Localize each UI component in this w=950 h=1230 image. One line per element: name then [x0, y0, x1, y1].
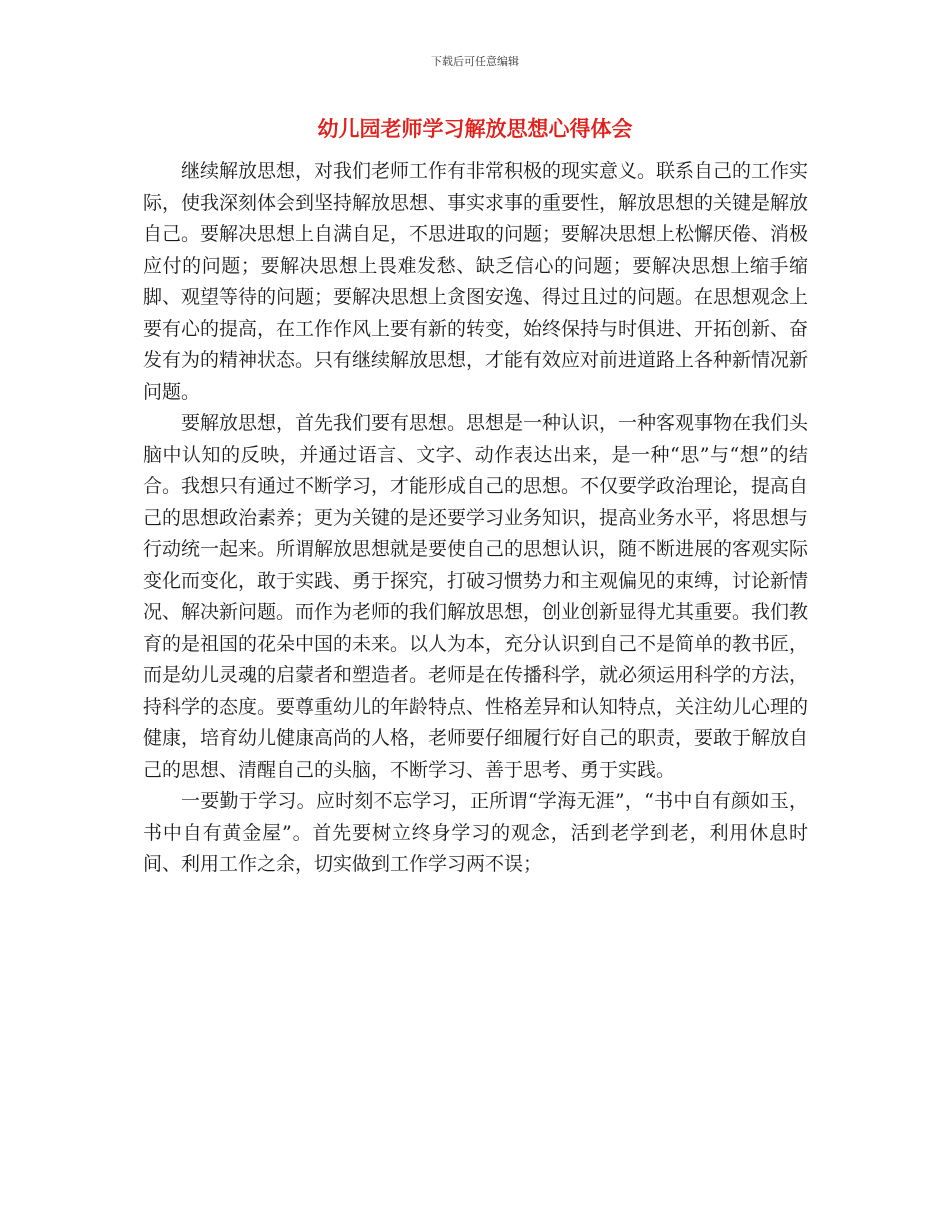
paragraph-1: 继续解放思想，对我们老师工作有非常积极的现实意义。联系自己的工作实际，使我深刻体会到坚持解放思想、事实求事的重要性，解放思想的关键是解放自己。要解决思想上自满自足，不思进取的问题；要解决思想上松懈厌倦、消极应付的问题；要解决思想上畏难发愁、缺乏信心的问题；要解决思想上缩手缩脚、观望等待的问题；要解决思想上贪图安逸、得过且过的问题。在思想观念上要有心的提高，在工作作风上要有新的转变，始终保持与时俱进、开拓创新、奋发有为的精神状态。只有继续解放思想，才能有效应对前进道路上各种新情况新问题。 [143, 160, 809, 403]
document-title: 幼儿园老师学习解放思想心得体会 [317, 117, 633, 141]
paragraph-3: 一要勤于学习。应时刻不忘学习，正所谓“学海无涯”，“书中自有颜如玉，书中自有黄金屋”。首先要树立终身学习的观念，活到老学到老，利用休息时间、利用工作之余，切实做到工作学习两不误； [143, 790, 808, 875]
paragraph-2: 要解放思想，首先我们要有思想。思想是一种认识，一种客观事物在我们头脑中认知的反映，并通过语言、文字、动作表达出来，是一种“思”与“想”的结合。我想只有通过不断学习，才能形成自己的思想。不仅要学政治理论，提高自己的思想政治素养；更为关键的是还要学习业务知识，提高业务水平，将思想与行动统一起来。所谓解放思想就是要使自己的思想认识，随不断进展的客观实际变化而变化，敢于实践、勇于探究，打破习惯势力和主观偏见的束缚，讨论新情况、解决新问题。而作为老师的我们解放思想，创业创新显得尤其重要。我们教育的是祖国的花朵中国的未来。以人为本，充分认识到自己不是简单的教书匠，而是幼儿灵魂的启蒙者和塑造者。老师是在传播科学，就必须运用科学的方法，持科学的态度。要尊重幼儿的年龄特点、性格差异和认知特点，关注幼儿心理的健康，培育幼儿健康高尚的人格，老师要仔细履行好自己的职责，要敢于解放自己的思想、清醒自己的头脑，不断学习、善于思考、勇于实践。 [143, 412, 809, 781]
page-header: 下载后可任意编辑 [431, 55, 519, 68]
document-body [143, 156, 808, 881]
